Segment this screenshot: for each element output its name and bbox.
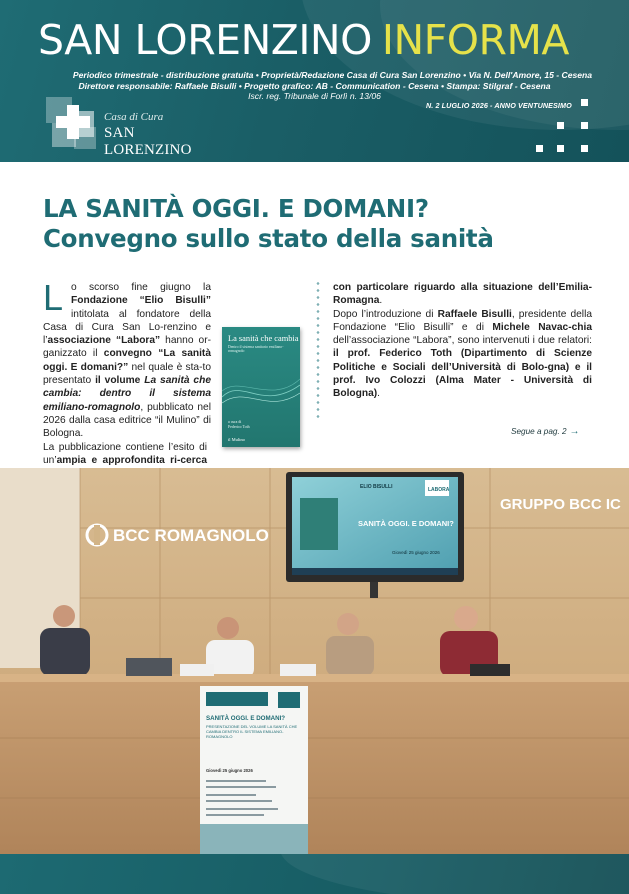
text-run: , presidente della Fondazione “Elio Bisulli” e di (333, 308, 592, 333)
text-run: Dopo l’introduzione di (333, 308, 438, 320)
title-main: SAN LORENZINO (38, 16, 372, 64)
title-accent: INFORMA (381, 16, 569, 64)
text-run: . (377, 388, 380, 400)
book-cover-image (222, 327, 300, 447)
headline-line-2: Convegno sullo stato della sanità (43, 224, 494, 253)
banner-subtitle: PRESENTAZIONE DEL VOLUME LA SANITÀ CHE CAMBIA DENTRO IL SISTEMA EMILIANO-ROMAGNOLO (206, 724, 298, 739)
book-editor-label: a cura di (228, 420, 242, 424)
book-editor (228, 420, 250, 430)
book-swirl-graphic (222, 367, 300, 417)
text-run: dell’associazione “Labora”, sono intervenuti i due relatori: (333, 335, 592, 347)
event-photo-illustration (0, 468, 629, 854)
book-editor-name: Federico Toth (228, 425, 250, 429)
decorative-square (536, 145, 543, 152)
footer-band (0, 854, 629, 894)
text-run: nel quale è sta-to presentato (43, 361, 211, 387)
column-divider (316, 280, 320, 420)
banner-logo (206, 692, 268, 706)
name-card (280, 664, 316, 676)
taskbar (292, 568, 458, 575)
arrow-right-icon: → (569, 426, 580, 437)
text-run: . (379, 295, 383, 307)
event-photo (0, 468, 629, 854)
masthead (0, 0, 629, 162)
book-publisher: il Mulino (228, 437, 245, 442)
text-run: Fondazione “Elio Bisulli” (71, 295, 211, 307)
logo-subtitle: Casa di Cura (104, 111, 164, 123)
issue-info: N. 2 LUGLIO 2026 - ANNO VENTUNESIMO (426, 101, 572, 110)
monitor-stand (370, 582, 378, 598)
book-title-run: La sanità che cambia: dentro il sistema emiliano-romagnolo (43, 375, 211, 413)
text-run: Raffaele Bisulli (437, 308, 512, 320)
article-headline (43, 194, 494, 254)
book-subtitle: Dentro il sistema sanitario emiliano-romagnolo (228, 345, 284, 353)
logo-name: SAN LORENZINO (104, 125, 192, 158)
colophon-line-2: Direttore responsabile: Raffaele Bisulli • Progetto grafico: AB - Communication - Cesena • Stampa: Stilgraf - Cesena (78, 80, 551, 91)
conference-desk (0, 674, 629, 854)
cross-icon (56, 105, 90, 139)
bag (470, 664, 510, 676)
screen-label: ELIO BISULLI (360, 484, 393, 490)
screen-logo: LABORA (428, 487, 450, 493)
banner-image (200, 824, 308, 854)
name-card (180, 664, 214, 676)
laptop (126, 658, 172, 676)
decorative-wave (280, 854, 629, 894)
text-run: il prof. Federico Toth (Dipartimento di Scienze Politiche e Sociali dell’Università di Bolo-gna) e il prof. Ivo Colozzi (Alma Mater - Università di Bologna) (333, 348, 592, 400)
text-run: ampia e approfondita ri-cerca (56, 454, 207, 466)
text-run: associazione “Labora” (47, 335, 161, 347)
text-run: hanno or-ganizzato il (43, 335, 211, 360)
book-title: La sanità che cambia (228, 334, 299, 343)
headline-line-1: LA SANITÀ OGGI. E DOMANI? (43, 194, 429, 223)
screen-date: Giovedì 25 giugno 2026 (392, 550, 440, 555)
decorative-square (581, 99, 588, 106)
banner-logo-2 (278, 692, 300, 708)
text-run: Michele Navac-chia (492, 321, 592, 333)
continued-label: Segue a pag. 2 (511, 427, 567, 436)
drop-cap: L (43, 277, 64, 318)
colophon-line-1: Periodico trimestrale - distribuzione gratuita • Proprietà/Redazione Casa di Cura San Lorenzino • Via N. Dell'Amore, 15 - Cesena (72, 70, 593, 80)
screen-title: SANITÀ OGGI. E DOMANI? (358, 519, 454, 528)
clinic-logo (46, 97, 226, 158)
banner-title: SANITÀ OGGI. E DOMANI? (206, 715, 286, 722)
text-run: il volume (95, 375, 145, 387)
text-run: con particolare riguardo alla situazione dell’Emilia-Romagna (333, 282, 592, 307)
text-run: , pubblicato nel 2026 dalla casa editrice “il Mulino” di Bologna. (43, 401, 211, 440)
decorative-square (581, 145, 588, 152)
banner-date: Giovedì 25 giugno 2026 (206, 768, 253, 773)
text-run: intitolata al fondatore della Casa di Cura San Lo-renzino e l’ (43, 308, 211, 347)
text-run: convegno “La sanità oggi. E domani?” (43, 348, 211, 373)
article-column-2 (333, 281, 592, 401)
decorative-square (581, 122, 588, 129)
text-run: o scorso fine giugno la (71, 282, 211, 293)
newsletter-title (38, 14, 569, 66)
wall-sign-bcc: BCC ROMAGNOLO (113, 526, 269, 545)
decorative-square (557, 122, 564, 129)
colophon-line-3: Iscr. reg. Tribunale di Forlì n. 13/06 (248, 91, 381, 101)
banner-subtitle-wrap (206, 724, 302, 764)
decorative-square (557, 145, 564, 152)
screen-book-thumbnail (300, 498, 338, 550)
continued-link[interactable] (511, 426, 580, 437)
wall-sign-gruppo: GRUPPO BCC IC (500, 496, 621, 513)
text-run: La pubblicazione contiene l’esito di un’ (43, 441, 207, 466)
